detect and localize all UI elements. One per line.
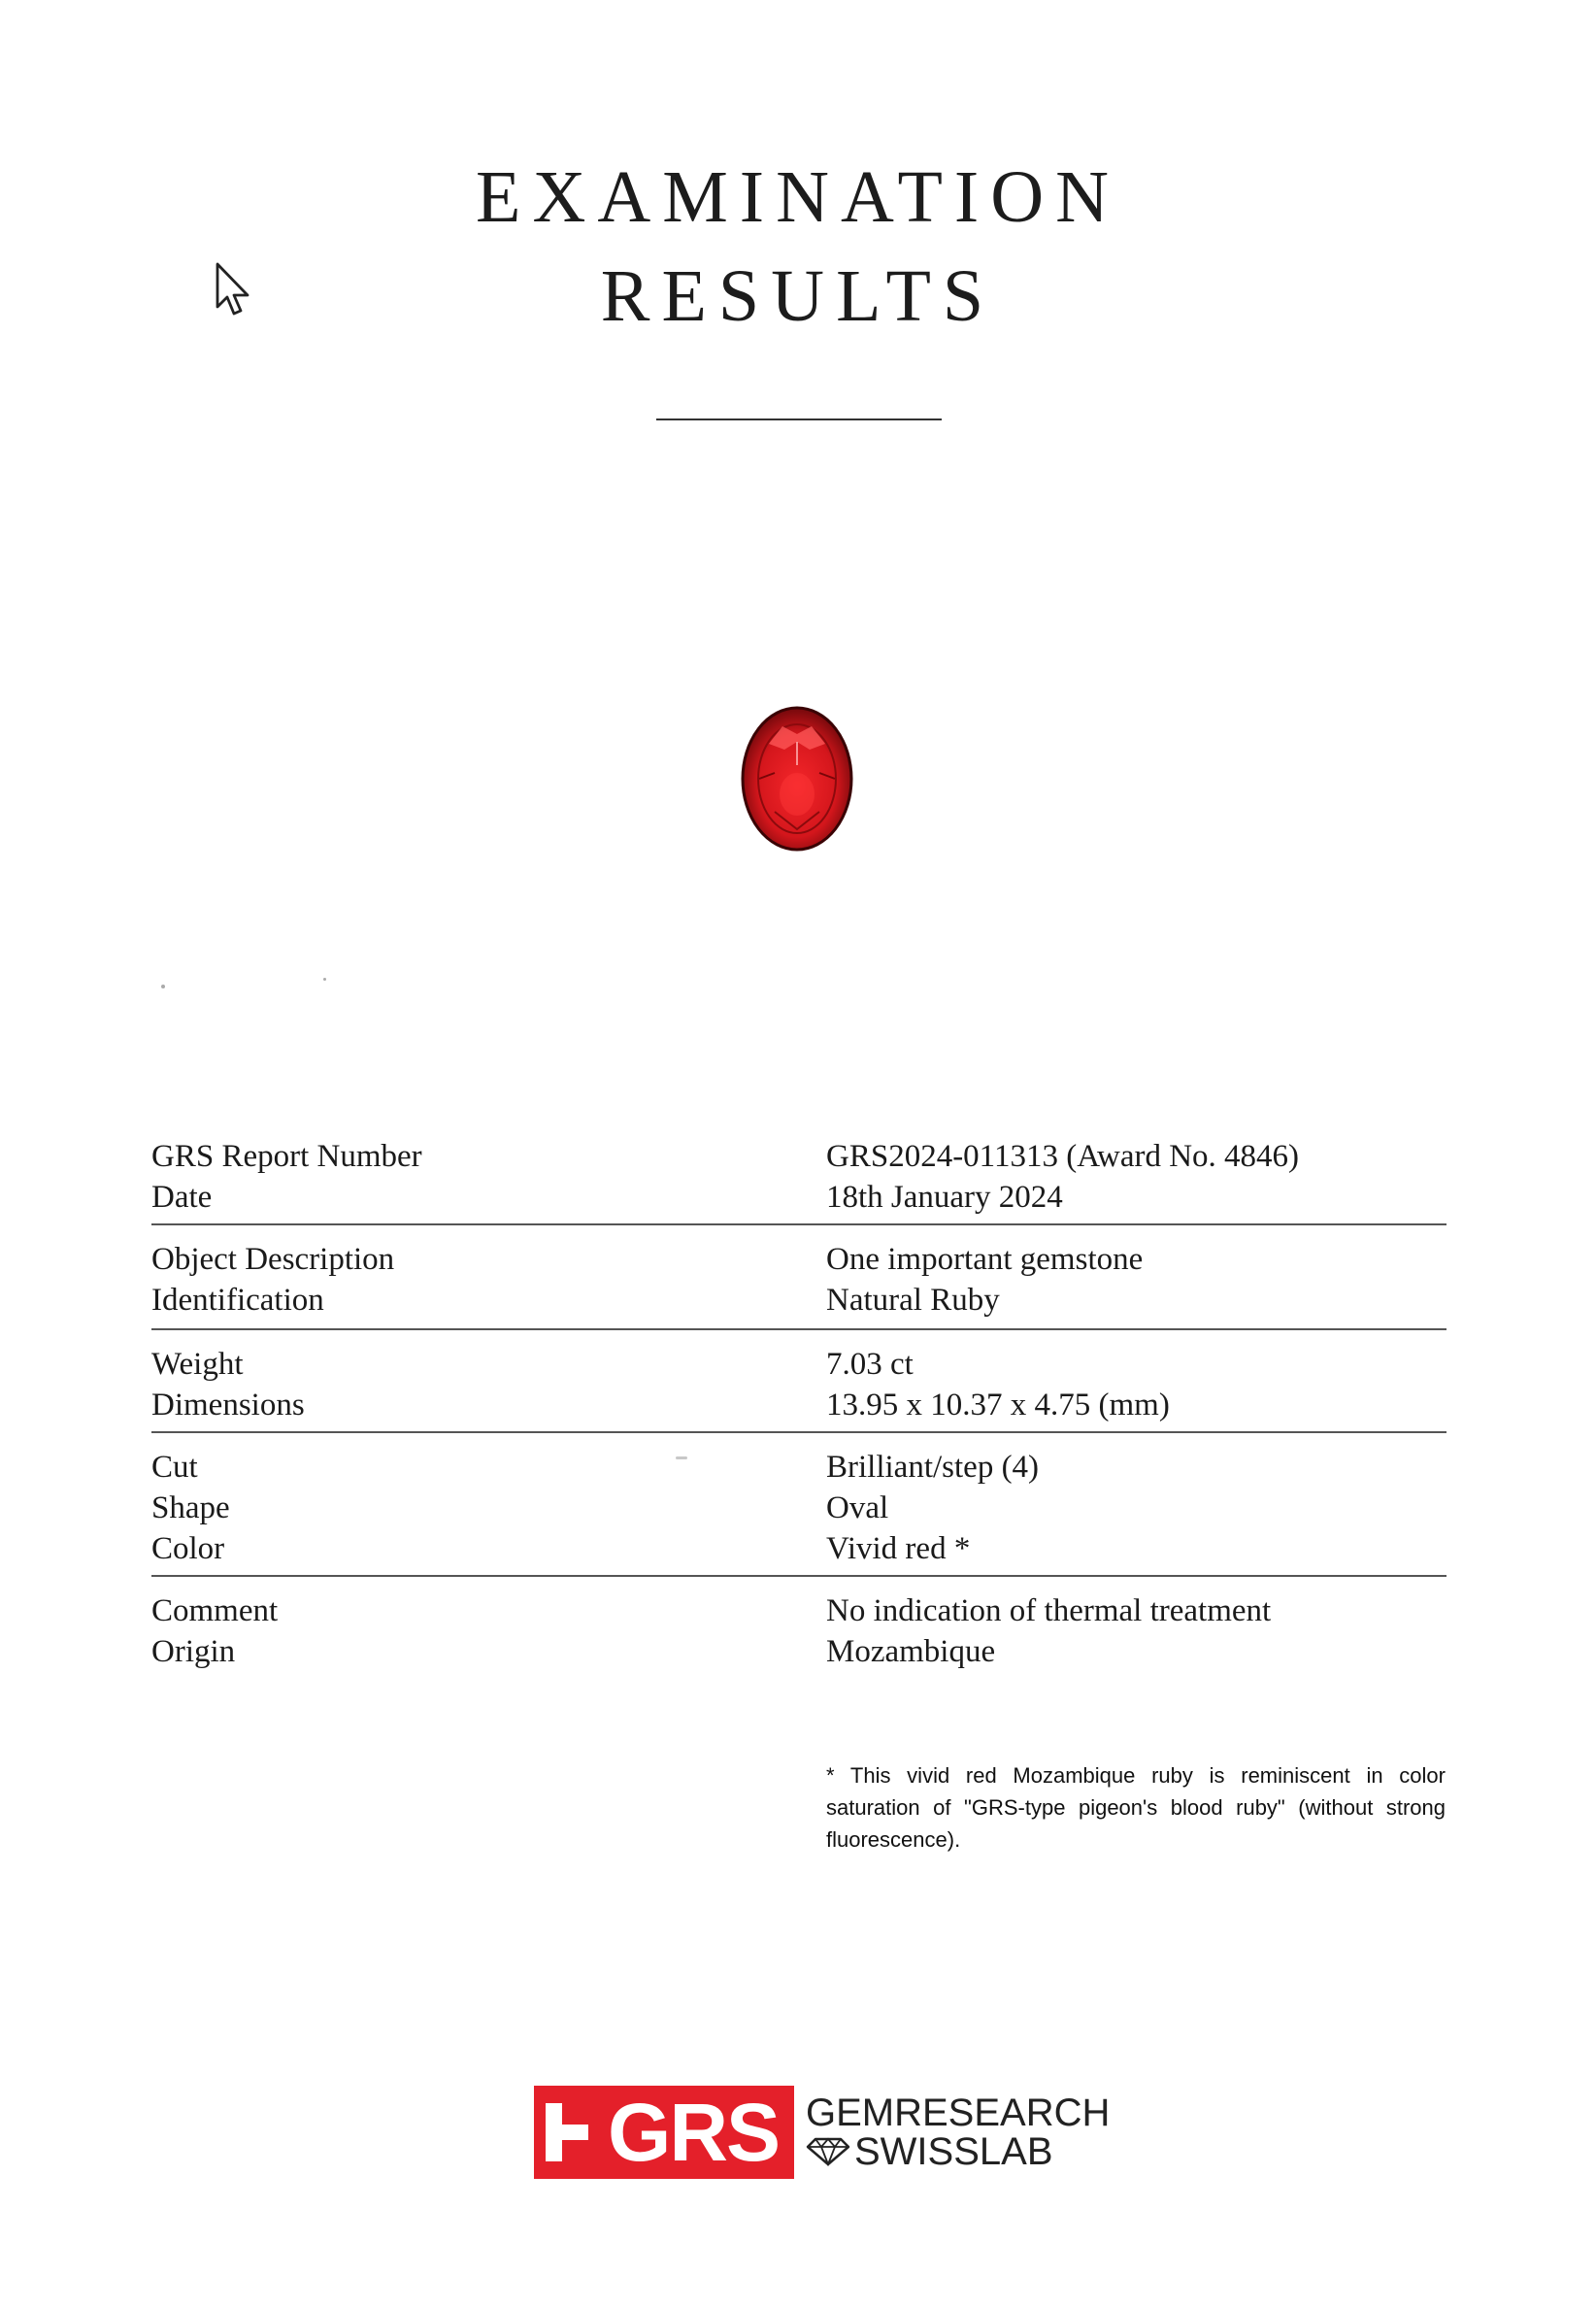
grs-logo <box>534 2086 1110 2179</box>
detail-value: 13.95 x 10.37 x 4.75 (mm) <box>826 1388 1170 1422</box>
detail-label: Identification <box>151 1283 324 1318</box>
detail-label: Comment <box>151 1593 279 1628</box>
detail-row-weight <box>151 1344 1446 1385</box>
detail-label: Dimensions <box>151 1388 305 1422</box>
grs-logo-badge <box>534 2086 794 2179</box>
detail-value: 18th January 2024 <box>826 1180 1063 1215</box>
detail-label: Cut <box>151 1450 198 1485</box>
detail-row-date <box>151 1177 1446 1218</box>
detail-label: Date <box>151 1180 213 1215</box>
color-footnote: * This vivid red Mozambique ruby is reminiscent in color saturation of "GRS-type pigeon's blood ruby" (without strong fluorescence). <box>826 1763 1446 1852</box>
diamond-icon <box>806 2137 850 2166</box>
detail-row-shape <box>151 1488 1446 1528</box>
detail-label: Color <box>151 1531 225 1566</box>
details-group-appearance <box>151 1433 1446 1577</box>
detail-value: Brilliant/step (4) <box>826 1450 1040 1485</box>
detail-row-identification <box>151 1280 1446 1321</box>
detail-value: GRS2024-011313 (Award No. 4846) <box>826 1139 1300 1174</box>
detail-label: Origin <box>151 1634 236 1669</box>
page-title-line-1: EXAMINATION <box>476 156 1120 238</box>
scan-speck <box>323 978 326 981</box>
detail-row-comment <box>151 1590 1446 1631</box>
detail-label: Weight <box>151 1347 244 1382</box>
detail-row-object-description <box>151 1239 1446 1280</box>
title-divider <box>656 418 942 420</box>
detail-label: GRS Report Number <box>151 1139 422 1174</box>
ruby-gemstone-image <box>740 705 854 853</box>
detail-row-cut <box>151 1447 1446 1488</box>
detail-label: Shape <box>151 1490 230 1525</box>
detail-value: One important gemstone <box>826 1242 1144 1277</box>
examination-details-table <box>151 1136 1446 1680</box>
details-group-measurements <box>151 1330 1446 1433</box>
detail-value: Oval <box>826 1490 889 1525</box>
detail-value: Natural Ruby <box>826 1283 1000 1318</box>
detail-value: No indication of thermal treatment <box>826 1593 1272 1628</box>
detail-row-color <box>151 1528 1446 1569</box>
details-group-comments <box>151 1577 1446 1680</box>
detail-value: Vivid red * <box>826 1531 971 1566</box>
details-group-identification <box>151 1225 1446 1330</box>
detail-value: Mozambique <box>826 1634 996 1669</box>
swiss-cross-icon <box>546 2103 596 2161</box>
detail-row-report-number <box>151 1136 1446 1177</box>
detail-row-origin <box>151 1631 1446 1672</box>
details-group-report <box>151 1136 1446 1225</box>
grs-logo-line-2-row <box>806 2132 1110 2171</box>
grs-logo-letters: GRS <box>608 2087 780 2178</box>
detail-value: 7.03 ct <box>826 1347 914 1382</box>
grs-logo-line-1: GEMRESEARCH <box>806 2091 1111 2134</box>
detail-row-dimensions <box>151 1385 1446 1425</box>
detail-label: Object Description <box>151 1242 395 1277</box>
scan-speck <box>161 985 165 988</box>
grs-logo-text <box>806 2093 1110 2171</box>
page-title-line-2: RESULTS <box>600 255 996 337</box>
grs-logo-line-2: SWISSLAB <box>854 2130 1053 2173</box>
